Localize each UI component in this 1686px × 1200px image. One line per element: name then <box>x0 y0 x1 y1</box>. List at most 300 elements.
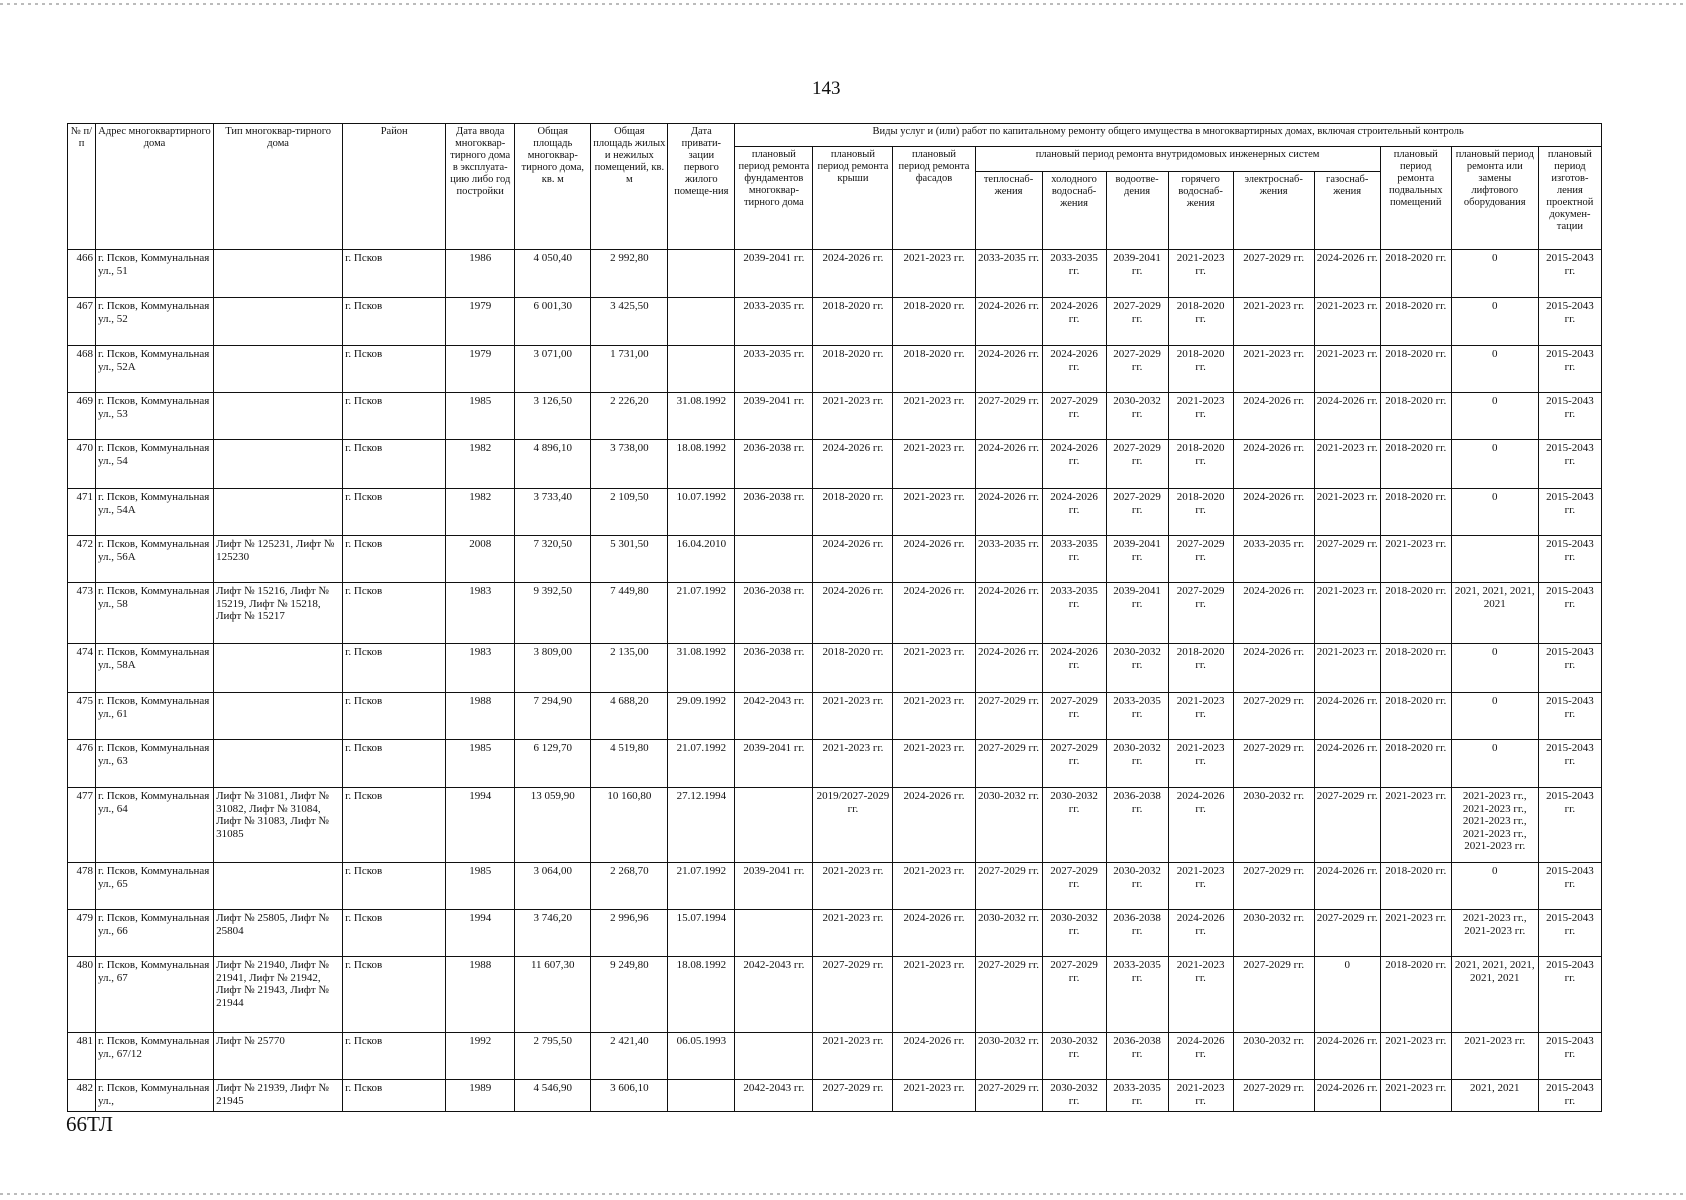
cell-hot-water: 2021-2023 гг. <box>1168 863 1233 910</box>
cell-electric: 2024-2026 гг. <box>1233 644 1314 693</box>
cell-address: г. Псков, Коммунальная ул., <box>96 1080 214 1112</box>
cell-address: г. Псков, Коммунальная ул., 53 <box>96 393 214 440</box>
cell-hot-water: 2018-2020 гг. <box>1168 489 1233 536</box>
cell-num: 482 <box>68 1080 96 1112</box>
cell-elevator: 0 <box>1451 644 1538 693</box>
cell-num: 480 <box>68 957 96 1033</box>
cell-heat: 2027-2029 гг. <box>975 1080 1042 1112</box>
cell-design-docs: 2015-2043 гг. <box>1538 250 1601 298</box>
cell-privatization: 31.08.1992 <box>668 644 735 693</box>
col-header-electric: электроснаб-жения <box>1233 172 1314 250</box>
cell-facade: 2018-2020 гг. <box>893 298 975 346</box>
cell-address: г. Псков, Коммунальная ул., 65 <box>96 863 214 910</box>
cell-foundation: 2036-2038 гг. <box>735 489 813 536</box>
cell-year: 1994 <box>446 910 515 957</box>
cell-basement: 2018-2020 гг. <box>1380 440 1451 489</box>
cell-elevator: 2021-2023 гг., 2021-2023 гг., 2021-2023 гг., 2021-2023 гг., 2021-2023 гг. <box>1451 788 1538 863</box>
cell-hot-water: 2021-2023 гг. <box>1168 693 1233 740</box>
table-row <box>68 393 1602 440</box>
cell-privatization: 15.07.1994 <box>668 910 735 957</box>
cell-facade: 2021-2023 гг. <box>893 250 975 298</box>
cell-district: г. Псков <box>343 957 446 1033</box>
cell-facade: 2024-2026 гг. <box>893 536 975 583</box>
cell-design-docs: 2015-2043 гг. <box>1538 1080 1601 1112</box>
cell-living-area: 3 738,00 <box>591 440 668 489</box>
cell-heat: 2027-2029 гг. <box>975 863 1042 910</box>
cell-privatization <box>668 250 735 298</box>
cell-living-area: 1 731,00 <box>591 346 668 393</box>
col-header-design-docs: плановый период изготов-ления проектной докумен-тации <box>1538 147 1601 250</box>
cell-elevator: 0 <box>1451 489 1538 536</box>
cell-living-area: 2 996,96 <box>591 910 668 957</box>
cell-district: г. Псков <box>343 788 446 863</box>
cell-num: 475 <box>68 693 96 740</box>
cell-basement: 2018-2020 гг. <box>1380 298 1451 346</box>
cell-privatization: 21.07.1992 <box>668 863 735 910</box>
cell-design-docs: 2015-2043 гг. <box>1538 583 1601 644</box>
cell-elevator: 2021, 2021, 2021, 2021 <box>1451 583 1538 644</box>
cell-electric: 2024-2026 гг. <box>1233 393 1314 440</box>
cell-type <box>214 644 343 693</box>
cell-elevator: 0 <box>1451 440 1538 489</box>
cell-roof: 2018-2020 гг. <box>813 298 893 346</box>
col-header-privatization: Дата привати-зации первого жилого помеще-ния <box>668 124 735 250</box>
cell-address: г. Псков, Коммунальная ул., 52А <box>96 346 214 393</box>
cell-hot-water: 2027-2029 гг. <box>1168 583 1233 644</box>
cell-electric: 2027-2029 гг. <box>1233 250 1314 298</box>
cell-roof: 2021-2023 гг. <box>813 693 893 740</box>
cell-facade: 2021-2023 гг. <box>893 863 975 910</box>
cell-cold-water: 2024-2026 гг. <box>1042 346 1106 393</box>
cell-roof: 2027-2029 гг. <box>813 1080 893 1112</box>
cell-gas: 2024-2026 гг. <box>1314 693 1380 740</box>
cell-year: 1992 <box>446 1033 515 1080</box>
cell-num: 477 <box>68 788 96 863</box>
cell-living-area: 2 421,40 <box>591 1033 668 1080</box>
cell-heat: 2030-2032 гг. <box>975 910 1042 957</box>
cell-drainage: 2033-2035 гг. <box>1106 1080 1168 1112</box>
cell-total-area: 4 896,10 <box>515 440 591 489</box>
col-header-hot-water: горячего водоснаб-жения <box>1168 172 1233 250</box>
cell-facade: 2021-2023 гг. <box>893 489 975 536</box>
cell-type <box>214 693 343 740</box>
cell-drainage: 2030-2032 гг. <box>1106 644 1168 693</box>
cell-living-area: 4 519,80 <box>591 740 668 788</box>
cell-cold-water: 2033-2035 гг. <box>1042 536 1106 583</box>
cell-drainage: 2030-2032 гг. <box>1106 393 1168 440</box>
col-header-facade: плановый период ремонта фасадов <box>893 147 975 250</box>
cell-gas: 2027-2029 гг. <box>1314 536 1380 583</box>
table-header <box>68 124 1602 250</box>
cell-roof: 2021-2023 гг. <box>813 910 893 957</box>
cell-address: г. Псков, Коммунальная ул., 56А <box>96 536 214 583</box>
cell-basement: 2018-2020 гг. <box>1380 346 1451 393</box>
cell-foundation <box>735 788 813 863</box>
col-header-roof: плановый период ремонта крыши <box>813 147 893 250</box>
cell-hot-water: 2024-2026 гг. <box>1168 1033 1233 1080</box>
cell-num: 481 <box>68 1033 96 1080</box>
cell-num: 471 <box>68 489 96 536</box>
table-row <box>68 863 1602 910</box>
col-header-engineering-group: плановый период ремонта внутридомовых инженерных систем <box>975 147 1380 172</box>
cell-roof: 2018-2020 гг. <box>813 346 893 393</box>
cell-num: 469 <box>68 393 96 440</box>
cell-drainage: 2039-2041 гг. <box>1106 583 1168 644</box>
cell-year: 1986 <box>446 250 515 298</box>
cell-foundation: 2039-2041 гг. <box>735 393 813 440</box>
cell-type <box>214 489 343 536</box>
cell-year: 1979 <box>446 298 515 346</box>
table-row <box>68 788 1602 863</box>
cell-cold-water: 2024-2026 гг. <box>1042 489 1106 536</box>
cell-gas: 2021-2023 гг. <box>1314 346 1380 393</box>
capital-repair-table <box>67 123 1602 1112</box>
cell-address: г. Псков, Коммунальная ул., 58А <box>96 644 214 693</box>
cell-basement: 2018-2020 гг. <box>1380 740 1451 788</box>
cell-design-docs: 2015-2043 гг. <box>1538 910 1601 957</box>
cell-num: 473 <box>68 583 96 644</box>
cell-foundation <box>735 536 813 583</box>
cell-design-docs: 2015-2043 гг. <box>1538 393 1601 440</box>
cell-roof: 2021-2023 гг. <box>813 393 893 440</box>
cell-elevator: 0 <box>1451 740 1538 788</box>
cell-year: 1988 <box>446 957 515 1033</box>
col-header-total-area: Общая площадь многоквар-тирного дома, кв. м <box>515 124 591 250</box>
cell-living-area: 2 135,00 <box>591 644 668 693</box>
col-header-cold-water: холодного водоснаб-жения <box>1042 172 1106 250</box>
cell-gas: 2024-2026 гг. <box>1314 393 1380 440</box>
cell-hot-water: 2018-2020 гг. <box>1168 644 1233 693</box>
scan-edge-top <box>0 3 1686 5</box>
cell-living-area: 2 109,50 <box>591 489 668 536</box>
cell-living-area: 2 268,70 <box>591 863 668 910</box>
cell-total-area: 6 001,30 <box>515 298 591 346</box>
cell-district: г. Псков <box>343 740 446 788</box>
cell-hot-water: 2018-2020 гг. <box>1168 298 1233 346</box>
cell-facade: 2021-2023 гг. <box>893 1080 975 1112</box>
cell-district: г. Псков <box>343 536 446 583</box>
cell-type <box>214 298 343 346</box>
cell-cold-water: 2027-2029 гг. <box>1042 957 1106 1033</box>
cell-design-docs: 2015-2043 гг. <box>1538 1033 1601 1080</box>
cell-facade: 2024-2026 гг. <box>893 788 975 863</box>
cell-electric: 2024-2026 гг. <box>1233 583 1314 644</box>
cell-gas: 2021-2023 гг. <box>1314 583 1380 644</box>
cell-elevator: 2021, 2021, 2021, 2021, 2021 <box>1451 957 1538 1033</box>
cell-privatization: 31.08.1992 <box>668 393 735 440</box>
cell-facade: 2021-2023 гг. <box>893 440 975 489</box>
cell-drainage: 2033-2035 гг. <box>1106 693 1168 740</box>
cell-elevator: 2021, 2021 <box>1451 1080 1538 1112</box>
cell-roof: 2019/2027-2029 гг. <box>813 788 893 863</box>
table-row <box>68 644 1602 693</box>
cell-total-area: 3 071,00 <box>515 346 591 393</box>
cell-facade: 2024-2026 гг. <box>893 910 975 957</box>
cell-drainage: 2036-2038 гг. <box>1106 1033 1168 1080</box>
cell-foundation: 2036-2038 гг. <box>735 644 813 693</box>
cell-year: 1985 <box>446 863 515 910</box>
cell-design-docs: 2015-2043 гг. <box>1538 440 1601 489</box>
cell-district: г. Псков <box>343 346 446 393</box>
cell-roof: 2021-2023 гг. <box>813 1033 893 1080</box>
cell-basement: 2018-2020 гг. <box>1380 644 1451 693</box>
cell-electric: 2024-2026 гг. <box>1233 440 1314 489</box>
cell-privatization: 18.08.1992 <box>668 957 735 1033</box>
cell-electric: 2030-2032 гг. <box>1233 1033 1314 1080</box>
cell-foundation: 2033-2035 гг. <box>735 298 813 346</box>
cell-hot-water: 2021-2023 гг. <box>1168 1080 1233 1112</box>
cell-heat: 2024-2026 гг. <box>975 346 1042 393</box>
cell-cold-water: 2033-2035 гг. <box>1042 250 1106 298</box>
cell-total-area: 4 546,90 <box>515 1080 591 1112</box>
cell-living-area: 4 688,20 <box>591 693 668 740</box>
cell-privatization <box>668 298 735 346</box>
cell-foundation: 2042-2043 гг. <box>735 1080 813 1112</box>
table-row <box>68 298 1602 346</box>
cell-elevator: 0 <box>1451 298 1538 346</box>
cell-design-docs: 2015-2043 гг. <box>1538 693 1601 740</box>
cell-basement: 2021-2023 гг. <box>1380 788 1451 863</box>
cell-privatization <box>668 346 735 393</box>
cell-gas: 2021-2023 гг. <box>1314 440 1380 489</box>
cell-design-docs: 2015-2043 гг. <box>1538 957 1601 1033</box>
cell-year: 1994 <box>446 788 515 863</box>
cell-hot-water: 2024-2026 гг. <box>1168 788 1233 863</box>
cell-total-area: 4 050,40 <box>515 250 591 298</box>
cell-total-area: 13 059,90 <box>515 788 591 863</box>
cell-roof: 2018-2020 гг. <box>813 489 893 536</box>
cell-drainage: 2027-2029 гг. <box>1106 440 1168 489</box>
cell-total-area: 11 607,30 <box>515 957 591 1033</box>
table-row <box>68 536 1602 583</box>
cell-design-docs: 2015-2043 гг. <box>1538 863 1601 910</box>
cell-type <box>214 740 343 788</box>
cell-foundation <box>735 1033 813 1080</box>
cell-type: Лифт № 125231, Лифт № 125230 <box>214 536 343 583</box>
cell-num: 470 <box>68 440 96 489</box>
table-row <box>68 583 1602 644</box>
col-header-living-area: Общая площадь жилых и нежилых помещений, кв. м <box>591 124 668 250</box>
cell-electric: 2033-2035 гг. <box>1233 536 1314 583</box>
cell-hot-water: 2027-2029 гг. <box>1168 536 1233 583</box>
cell-elevator: 0 <box>1451 693 1538 740</box>
cell-drainage: 2033-2035 гг. <box>1106 957 1168 1033</box>
cell-design-docs: 2015-2043 гг. <box>1538 346 1601 393</box>
cell-total-area: 3 746,20 <box>515 910 591 957</box>
cell-privatization: 16.04.2010 <box>668 536 735 583</box>
cell-living-area: 10 160,80 <box>591 788 668 863</box>
cell-electric: 2027-2029 гг. <box>1233 740 1314 788</box>
cell-elevator: 2021-2023 гг., 2021-2023 гг. <box>1451 910 1538 957</box>
cell-address: г. Псков, Коммунальная ул., 67 <box>96 957 214 1033</box>
cell-electric: 2030-2032 гг. <box>1233 910 1314 957</box>
cell-facade: 2024-2026 гг. <box>893 1033 975 1080</box>
cell-hot-water: 2021-2023 гг. <box>1168 740 1233 788</box>
cell-year: 1985 <box>446 740 515 788</box>
cell-living-area: 2 226,20 <box>591 393 668 440</box>
cell-cold-water: 2030-2032 гг. <box>1042 788 1106 863</box>
cell-facade: 2024-2026 гг. <box>893 583 975 644</box>
cell-elevator: 0 <box>1451 250 1538 298</box>
cell-drainage: 2027-2029 гг. <box>1106 298 1168 346</box>
cell-facade: 2018-2020 гг. <box>893 346 975 393</box>
cell-type <box>214 863 343 910</box>
cell-type <box>214 346 343 393</box>
cell-heat: 2030-2032 гг. <box>975 1033 1042 1080</box>
cell-address: г. Псков, Коммунальная ул., 66 <box>96 910 214 957</box>
cell-design-docs: 2015-2043 гг. <box>1538 536 1601 583</box>
cell-num: 479 <box>68 910 96 957</box>
cell-elevator: 0 <box>1451 393 1538 440</box>
cell-gas: 2021-2023 гг. <box>1314 489 1380 536</box>
cell-type <box>214 440 343 489</box>
cell-gas: 2027-2029 гг. <box>1314 910 1380 957</box>
cell-basement: 2018-2020 гг. <box>1380 957 1451 1033</box>
table-row <box>68 693 1602 740</box>
cell-foundation: 2036-2038 гг. <box>735 583 813 644</box>
cell-district: г. Псков <box>343 1033 446 1080</box>
cell-electric: 2027-2029 гг. <box>1233 1080 1314 1112</box>
cell-heat: 2024-2026 гг. <box>975 644 1042 693</box>
cell-type: Лифт № 15216, Лифт № 15219, Лифт № 15218, Лифт № 15217 <box>214 583 343 644</box>
cell-privatization: 06.05.1993 <box>668 1033 735 1080</box>
table-row <box>68 346 1602 393</box>
cell-design-docs: 2015-2043 гг. <box>1538 644 1601 693</box>
cell-gas: 2024-2026 гг. <box>1314 1033 1380 1080</box>
cell-address: г. Псков, Коммунальная ул., 51 <box>96 250 214 298</box>
cell-foundation <box>735 910 813 957</box>
cell-district: г. Псков <box>343 1080 446 1112</box>
cell-gas: 2021-2023 гг. <box>1314 298 1380 346</box>
cell-type: Лифт № 21940, Лифт № 21941, Лифт № 21942, Лифт № 21943, Лифт № 21944 <box>214 957 343 1033</box>
cell-roof: 2024-2026 гг. <box>813 250 893 298</box>
cell-drainage: 2036-2038 гг. <box>1106 910 1168 957</box>
table-row <box>68 740 1602 788</box>
cell-elevator <box>1451 536 1538 583</box>
cell-type: Лифт № 21939, Лифт № 21945 <box>214 1080 343 1112</box>
cell-num: 468 <box>68 346 96 393</box>
cell-gas: 0 <box>1314 957 1380 1033</box>
cell-address: г. Псков, Коммунальная ул., 61 <box>96 693 214 740</box>
cell-year: 1988 <box>446 693 515 740</box>
cell-district: г. Псков <box>343 583 446 644</box>
col-header-basement: плановый период ремонта подвальных помещений <box>1380 147 1451 250</box>
cell-electric: 2027-2029 гг. <box>1233 957 1314 1033</box>
cell-year: 1979 <box>446 346 515 393</box>
cell-living-area: 9 249,80 <box>591 957 668 1033</box>
cell-facade: 2021-2023 гг. <box>893 644 975 693</box>
cell-electric: 2030-2032 гг. <box>1233 788 1314 863</box>
cell-foundation: 2039-2041 гг. <box>735 863 813 910</box>
cell-heat: 2033-2035 гг. <box>975 250 1042 298</box>
cell-year: 1985 <box>446 393 515 440</box>
cell-basement: 2021-2023 гг. <box>1380 1033 1451 1080</box>
cell-drainage: 2039-2041 гг. <box>1106 250 1168 298</box>
cell-roof: 2024-2026 гг. <box>813 536 893 583</box>
cell-cold-water: 2030-2032 гг. <box>1042 1033 1106 1080</box>
cell-roof: 2024-2026 гг. <box>813 440 893 489</box>
cell-address: г. Псков, Коммунальная ул., 54А <box>96 489 214 536</box>
cell-basement: 2018-2020 гг. <box>1380 863 1451 910</box>
cell-elevator: 0 <box>1451 346 1538 393</box>
cell-total-area: 7 294,90 <box>515 693 591 740</box>
cell-hot-water: 2018-2020 гг. <box>1168 440 1233 489</box>
cell-electric: 2024-2026 гг. <box>1233 489 1314 536</box>
table-row <box>68 910 1602 957</box>
cell-type: Лифт № 25805, Лифт № 25804 <box>214 910 343 957</box>
col-header-drainage: водоотве-дения <box>1106 172 1168 250</box>
cell-heat: 2024-2026 гг. <box>975 440 1042 489</box>
col-header-heat: теплоснаб-жения <box>975 172 1042 250</box>
cell-cold-water: 2027-2029 гг. <box>1042 740 1106 788</box>
cell-district: г. Псков <box>343 644 446 693</box>
cell-num: 476 <box>68 740 96 788</box>
col-header-gas: газоснаб-жения <box>1314 172 1380 250</box>
cell-design-docs: 2015-2043 гг. <box>1538 489 1601 536</box>
cell-heat: 2027-2029 гг. <box>975 393 1042 440</box>
cell-drainage: 2027-2029 гг. <box>1106 489 1168 536</box>
cell-total-area: 3 733,40 <box>515 489 591 536</box>
cell-heat: 2027-2029 гг. <box>975 693 1042 740</box>
cell-foundation: 2039-2041 гг. <box>735 250 813 298</box>
cell-design-docs: 2015-2043 гг. <box>1538 788 1601 863</box>
cell-living-area: 7 449,80 <box>591 583 668 644</box>
cell-cold-water: 2024-2026 гг. <box>1042 644 1106 693</box>
cell-heat: 2024-2026 гг. <box>975 298 1042 346</box>
cell-foundation: 2042-2043 гг. <box>735 693 813 740</box>
page-number: 143 <box>812 78 841 99</box>
cell-privatization: 29.09.1992 <box>668 693 735 740</box>
cell-district: г. Псков <box>343 489 446 536</box>
cell-privatization: 21.07.1992 <box>668 583 735 644</box>
cell-district: г. Псков <box>343 910 446 957</box>
cell-district: г. Псков <box>343 393 446 440</box>
cell-facade: 2021-2023 гг. <box>893 740 975 788</box>
cell-total-area: 2 795,50 <box>515 1033 591 1080</box>
cell-privatization: 10.07.1992 <box>668 489 735 536</box>
cell-drainage: 2030-2032 гг. <box>1106 863 1168 910</box>
cell-heat: 2030-2032 гг. <box>975 788 1042 863</box>
cell-electric: 2027-2029 гг. <box>1233 863 1314 910</box>
cell-basement: 2018-2020 гг. <box>1380 393 1451 440</box>
cell-basement: 2018-2020 гг. <box>1380 489 1451 536</box>
cell-year: 1989 <box>446 1080 515 1112</box>
cell-basement: 2018-2020 гг. <box>1380 693 1451 740</box>
cell-privatization: 18.08.1992 <box>668 440 735 489</box>
col-header-elevator: плановый период ремонта или замены лифтового оборудования <box>1451 147 1538 250</box>
table-row <box>68 440 1602 489</box>
cell-basement: 2021-2023 гг. <box>1380 910 1451 957</box>
cell-facade: 2021-2023 гг. <box>893 957 975 1033</box>
cell-privatization: 21.07.1992 <box>668 740 735 788</box>
table-row <box>68 250 1602 298</box>
cell-electric: 2027-2029 гг. <box>1233 693 1314 740</box>
cell-type <box>214 250 343 298</box>
cell-living-area: 5 301,50 <box>591 536 668 583</box>
cell-year: 1982 <box>446 440 515 489</box>
cell-gas: 2024-2026 гг. <box>1314 740 1380 788</box>
cell-type <box>214 393 343 440</box>
cell-roof: 2021-2023 гг. <box>813 863 893 910</box>
cell-gas: 2024-2026 гг. <box>1314 250 1380 298</box>
cell-total-area: 3 126,50 <box>515 393 591 440</box>
cell-electric: 2021-2023 гг. <box>1233 346 1314 393</box>
cell-gas: 2021-2023 гг. <box>1314 644 1380 693</box>
cell-living-area: 3 606,10 <box>591 1080 668 1112</box>
cell-foundation: 2036-2038 гг. <box>735 440 813 489</box>
cell-num: 467 <box>68 298 96 346</box>
cell-electric: 2021-2023 гг. <box>1233 298 1314 346</box>
